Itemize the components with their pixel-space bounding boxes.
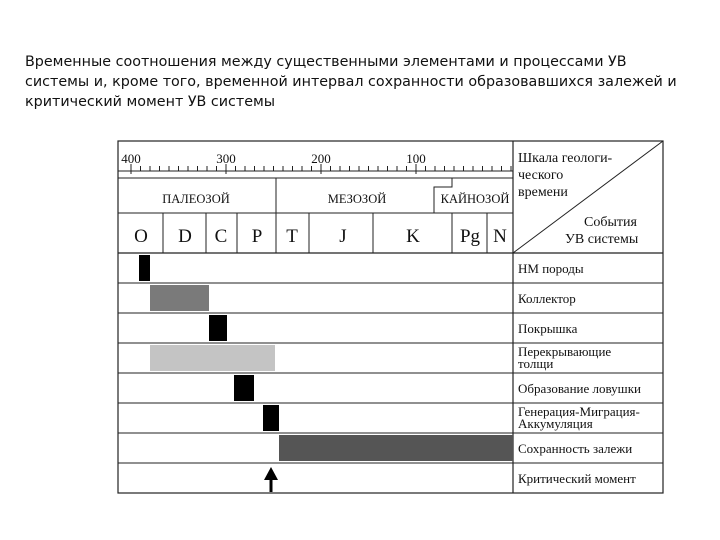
header-events-label-1: События <box>584 215 637 230</box>
critical-moment-arrow <box>264 467 278 492</box>
event-row <box>118 403 663 431</box>
period-label-pg: Pg <box>459 226 481 247</box>
period-label-d: D <box>178 226 192 247</box>
event-label: Аккумуляция <box>518 416 593 431</box>
period-label-c: C <box>214 226 228 247</box>
event-label: толщи <box>518 356 554 371</box>
timescale-tick-400: 400 <box>121 151 141 166</box>
header-events-label-2: УВ системы <box>565 232 639 247</box>
event-bar <box>139 255 150 281</box>
event-label: Сохранность залежи <box>518 441 633 456</box>
event-label: Покрышка <box>518 321 578 336</box>
period-label-o: O <box>134 226 148 247</box>
period-label-n: N <box>493 226 507 247</box>
period-label-p: P <box>251 226 263 247</box>
period-label-t: T <box>286 226 298 247</box>
era-label-paleozoic: ПАЛЕОЗОЙ <box>162 192 230 206</box>
event-row <box>118 433 663 461</box>
event-rows <box>118 255 663 486</box>
period-boundaries <box>163 213 487 253</box>
header-timescale-label-1: Шкала геологи- <box>518 151 613 166</box>
event-label: НМ породы <box>518 261 584 276</box>
event-row <box>118 373 663 401</box>
event-label: Генерация-Миграция- <box>518 404 640 419</box>
event-row <box>118 313 663 341</box>
event-bar <box>279 435 513 461</box>
event-bar <box>150 285 209 311</box>
event-label: Критический момент <box>518 471 636 486</box>
timescale-tick-300: 300 <box>216 151 236 166</box>
event-row <box>118 463 663 486</box>
caption-line-1: Временные соотношения между существенными элементами и процессами УВ <box>25 54 627 70</box>
timescale-tick-200: 200 <box>311 151 331 166</box>
event-label: Образование ловушки <box>518 381 641 396</box>
caption-line-2: системы и, кроме того, временной интервал сохранности образовавшихся залежей и <box>25 74 677 90</box>
event-row <box>118 343 663 371</box>
event-row <box>118 283 663 311</box>
timescale-tick-100: 100 <box>406 151 426 166</box>
caption-line-3: критический момент УВ системы <box>25 94 276 110</box>
event-bar <box>263 405 279 431</box>
event-label: Перекрывающие <box>518 344 612 359</box>
event-bar <box>150 345 275 371</box>
event-label: Коллектор <box>518 291 576 306</box>
event-row <box>139 255 584 281</box>
era-label-mesozoic: МЕЗОЗОЙ <box>327 192 387 206</box>
era-label-cenozoic: КАЙНОЗОЙ <box>440 192 510 206</box>
header-timescale-label-2: ческого <box>518 168 564 183</box>
event-bar <box>209 315 227 341</box>
period-label-j: J <box>339 226 347 247</box>
event-bar <box>234 375 254 401</box>
header-timescale-label-3: времени <box>518 185 568 200</box>
period-label-k: K <box>406 226 420 247</box>
